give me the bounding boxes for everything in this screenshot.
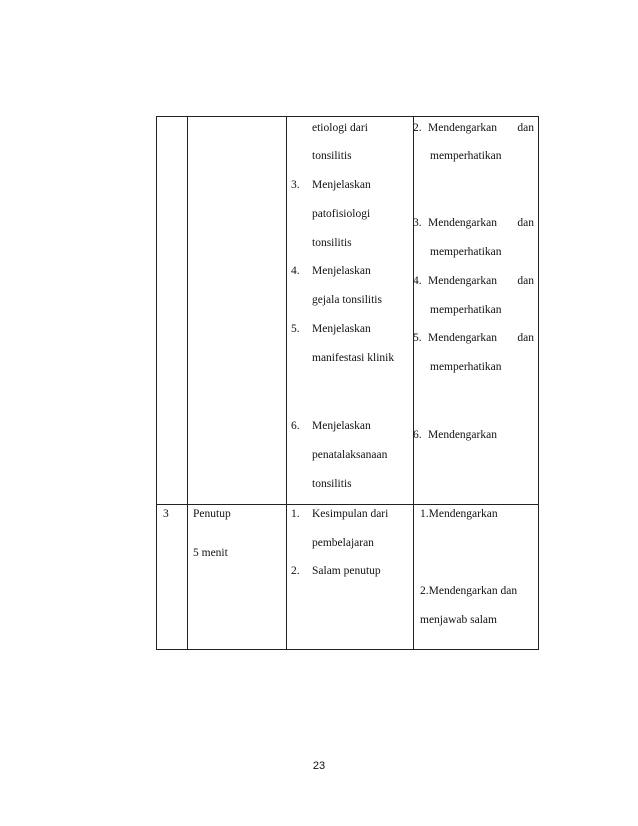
- activity-line: tonsilitis: [312, 237, 352, 249]
- response-word: dan: [517, 217, 534, 229]
- activity-number: 3.: [291, 179, 300, 191]
- response-line: 2.Mendengarkan dan: [420, 585, 518, 597]
- response-number: 3.: [413, 217, 422, 229]
- activity-line: Salam penutup: [312, 565, 381, 577]
- response-line: [428, 274, 534, 288]
- response-line: memperhatikan: [430, 150, 502, 162]
- activity-line: patofisiologi: [312, 208, 371, 220]
- column-divider: [413, 117, 414, 649]
- activity-line: Kesimpulan dari: [312, 508, 389, 520]
- activity-number: 5.: [291, 323, 300, 335]
- response-line: memperhatikan: [430, 304, 502, 316]
- response-word: Mendengarkan: [428, 275, 497, 287]
- response-word: Mendengarkan: [428, 122, 497, 134]
- response-word: dan: [517, 122, 534, 134]
- response-line: memperhatikan: [430, 246, 502, 258]
- activity-number: 6.: [291, 420, 300, 432]
- activity-line: Menjelaskan: [312, 179, 371, 191]
- activity-line: gejala tonsilitis: [312, 294, 382, 306]
- stage-name: Penutup: [193, 508, 231, 520]
- row-number: 3: [163, 508, 169, 520]
- column-divider: [286, 117, 287, 649]
- response-number: 2.: [413, 122, 422, 134]
- response-line: menjawab salam: [420, 614, 497, 626]
- activity-line: tonsilitis: [312, 150, 352, 162]
- activity-line: manifestasi klinik: [312, 352, 395, 364]
- response-word: dan: [517, 332, 534, 344]
- activity-line: Menjelaskan: [312, 420, 371, 432]
- response-number: 4.: [413, 275, 422, 287]
- activity-line: tonsilitis: [312, 478, 352, 490]
- stage-duration: 5 menit: [193, 547, 228, 559]
- response-line: 1.Mendengarkan: [420, 508, 498, 520]
- response-line: [428, 331, 534, 345]
- response-line: memperhatikan: [430, 361, 502, 373]
- activity-line: penatalaksanaan: [312, 449, 388, 461]
- activity-line: pembelajaran: [312, 537, 374, 549]
- activity-number: 4.: [291, 265, 300, 277]
- column-divider: [187, 117, 188, 649]
- response-word: Mendengarkan: [428, 217, 497, 229]
- response-line: Mendengarkan: [428, 429, 497, 441]
- activity-line: Menjelaskan: [312, 265, 371, 277]
- response-word: dan: [517, 275, 534, 287]
- response-word: Mendengarkan: [428, 332, 497, 344]
- activity-line: etiologi dari: [312, 122, 368, 134]
- response-line: [428, 121, 534, 135]
- response-number: 5.: [413, 332, 422, 344]
- activity-line: Menjelaskan: [312, 323, 371, 335]
- activity-number: 2.: [291, 565, 300, 577]
- activity-number: 1.: [291, 508, 300, 520]
- response-line: [428, 216, 534, 230]
- row-divider: [157, 504, 538, 505]
- page-number: 23: [312, 760, 326, 772]
- response-number: 6.: [413, 429, 422, 441]
